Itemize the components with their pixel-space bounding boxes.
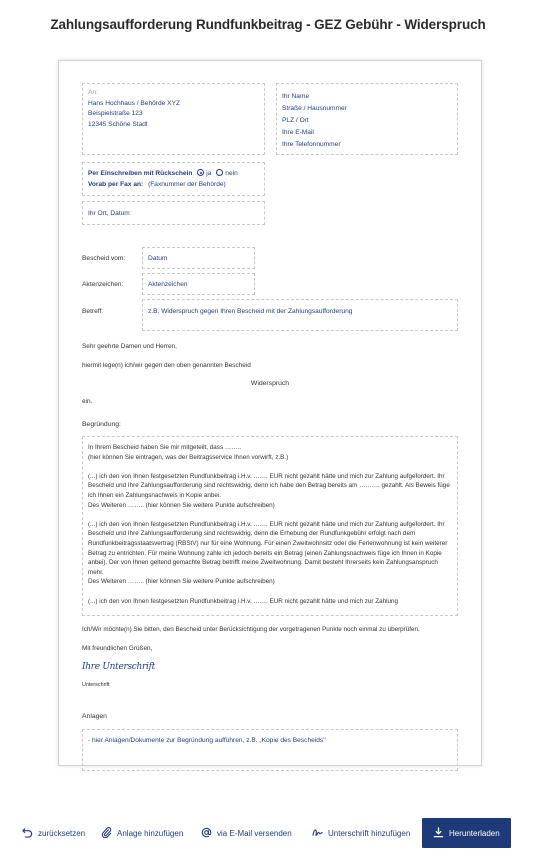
- attachments-label: Anlagen: [82, 713, 107, 720]
- download-label: Herunterladen: [449, 828, 500, 838]
- aktenzeichen-input[interactable]: [142, 273, 255, 295]
- paperclip-icon: [101, 827, 112, 840]
- bescheid-date-value: Datum: [148, 255, 168, 262]
- letter-intro: hiermit lege(n) ich/wir gegen den oben genannten Bescheid: [82, 362, 251, 369]
- begruendung-label: Begründung:: [82, 421, 121, 428]
- letter-ein: ein.: [82, 398, 93, 405]
- email-button[interactable]: [201, 818, 292, 848]
- download-icon: [433, 827, 444, 840]
- email-label: via E-Mail versenden: [217, 828, 292, 838]
- recipient-line: Beispielstraße 123: [88, 110, 143, 117]
- sender-line: Straße / Hausnummer: [282, 105, 347, 112]
- bescheid-label: Bescheid vom:: [82, 255, 126, 262]
- reset-button[interactable]: [22, 818, 85, 848]
- add-signature-button[interactable]: [312, 818, 410, 848]
- fax-label: Vorab per Fax an:: [88, 180, 144, 188]
- attachments-input[interactable]: [82, 729, 458, 771]
- place-date-field[interactable]: [82, 201, 265, 225]
- page-title: Zahlungsaufforderung Rundfunkbeitrag - GEZ Gebühr - Widerspruch: [50, 17, 486, 32]
- recipient-label: An:: [88, 89, 98, 96]
- signature-icon: [312, 827, 323, 840]
- reason-paragraph: (...) ich den von Ihnen festgesetzten Rundfunkbeitrag i.H.v. ……. EUR nicht gezahlt hätte und mich zur Zahlung aufgefordert. Ihr Bescheid und Ihre Zahlungsaufforderung sind rechtswidrig, denn ich habe den Betrag bereits am ………. gezahlt. Als Beweis füge ich Ihnen ein Zahlungsnachweis in Kopie anbei. Des Weiteren …….. (hier können Sie weitere Punkte aufschreiben): [88, 472, 450, 509]
- sender-line: Ihre Telefonnummer: [282, 141, 341, 148]
- attachments-value: - hier Anlagen/Dokumente zur Begründung aufführen, z.B. „Kopie des Bescheids": [88, 737, 326, 744]
- sender-line: Ihre E-Mail: [282, 129, 314, 136]
- recipient-address-field[interactable]: [82, 83, 265, 155]
- radio-no-label: nein: [225, 170, 238, 177]
- add-signature-label: Unterschrift hinzufügen: [328, 828, 411, 838]
- sender-address-field[interactable]: [276, 83, 458, 155]
- betreff-input[interactable]: [142, 299, 458, 331]
- download-button[interactable]: [422, 818, 511, 848]
- regards: Mit freundlichen Grüßen,: [82, 645, 153, 652]
- signature-label: Unterschrift: [82, 682, 110, 688]
- aktenzeichen-value: Aktenzeichen: [148, 281, 188, 288]
- bescheid-date-input[interactable]: [142, 247, 255, 269]
- radio-yes-label: ja: [206, 170, 212, 177]
- widerspruch-heading: Widerspruch: [250, 380, 290, 387]
- reason-paragraph: In Ihrem Bescheid haben Sie mir mitgeteilt, dass …….. (hier können Sie eintragen, was der Beitragsservice Ihnen vorwirft, z.B.): [88, 444, 289, 461]
- radio-no[interactable]: [216, 169, 223, 176]
- closing-request: Ich/Wir möchte(n) Sie bitten, den Bescheid unter Berücksichtigung der vorgetragenen Punkte noch einmal zu überprüfen.: [82, 626, 420, 633]
- registered-mail-label: Per Einschreiben mit Rückschein: [88, 170, 193, 177]
- delivery-options-field: [82, 162, 265, 196]
- letter-greeting: Sehr geehrte Damen und Herren,: [82, 343, 177, 350]
- radio-yes[interactable]: [197, 169, 204, 176]
- sender-line: PLZ / Ort: [282, 117, 309, 124]
- signature[interactable]: Ihre Unterschrift: [82, 662, 155, 672]
- aktenzeichen-label: Aktenzeichen:: [82, 281, 124, 288]
- fax-number-input[interactable]: (Faxnummer der Behörde): [148, 180, 226, 188]
- undo-icon: [22, 827, 33, 840]
- add-attachment-button[interactable]: [101, 818, 183, 848]
- place-date-value: Ihr Ort, Datum: [88, 210, 130, 217]
- reason-paragraph: (...) ich den von Ihnen festgesetzten Rundfunkbeitrag i.H.v. ……. EUR nicht gezahlt hätte und mich zur Zahlung: [88, 597, 398, 605]
- bottom-toolbar: [0, 818, 536, 848]
- reset-label: zurücksetzen: [38, 828, 86, 838]
- begruendung-textarea[interactable]: [82, 436, 458, 616]
- betreff-label: Betreff:: [82, 308, 104, 315]
- reason-paragraph: (...) ich den von Ihnen festgesetzten Rundfunkbeitrag i.H.v. ……. EUR nicht gezahlt hätte und mich zur Zahlung aufgefordert. Ihr Bescheid und Ihre Zahlungsaufforderung sind rechtswidrig, denn die Erhebung der Rundfunkgebühr erfolgt nach dem Rundfunkbeitragsstaatsvertrag (RBStV) nur für eine Wohnung. Für einen Zweitwohnsitz oder die Ferienwohnung ist kein weiterer Betrag zu entrichten. Für meine Wohnung zahle ich jedoch bereits ein Betrag (einen Zahlungsnachweis füge ich Ihnen in Kopie anbei). Der von Ihnen geltend gemachte Betrag betrifft meine Zweitwohnung. Damit besteht Ihrerseits kein Zahlungsanspruch mehr. Des Weiteren …….. (hier können Sie weitere Punkte aufschreiben): [88, 520, 448, 586]
- betreff-value: z.B. Widerspruch gegen Ihren Bescheid mit der Zahlungsaufforderung: [148, 308, 353, 315]
- recipient-line: 12345 Schöne Stadt: [88, 120, 148, 128]
- recipient-line: Hans Hochhaus / Behörde XYZ: [88, 99, 180, 107]
- add-attachment-label: Anlage hinzufügen: [117, 828, 184, 838]
- sender-line: Ihr Name: [282, 93, 310, 100]
- at-icon: [201, 827, 212, 840]
